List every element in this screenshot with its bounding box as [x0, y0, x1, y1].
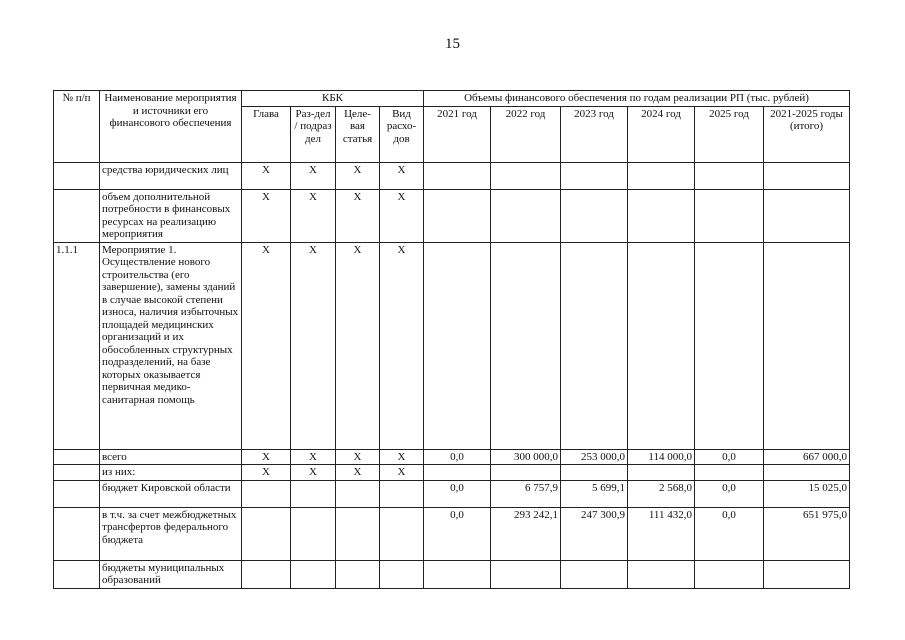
- table-row: [54, 507, 850, 560]
- row-value: 0,0: [695, 507, 764, 560]
- row-kbk: X: [242, 449, 291, 465]
- row-name: объем дополнительной потребности в финансовых ресурсах на реализацию мероприятия: [100, 189, 242, 242]
- row-kbk: X: [242, 465, 291, 481]
- row-kbk: X: [291, 189, 336, 242]
- row-kbk: X: [291, 465, 336, 481]
- row-value: [764, 162, 850, 189]
- row-value: 2 568,0: [628, 480, 695, 507]
- row-kbk: [242, 480, 291, 507]
- row-value: 247 300,9: [561, 507, 628, 560]
- row-name: бюджет Кировской области: [100, 480, 242, 507]
- row-kbk: [380, 560, 424, 588]
- row-num: [54, 480, 100, 507]
- row-num: [54, 162, 100, 189]
- row-kbk: [380, 507, 424, 560]
- row-num: [54, 465, 100, 481]
- row-value: [424, 560, 491, 588]
- row-kbk: [380, 480, 424, 507]
- row-kbk: X: [336, 465, 380, 481]
- row-value: [424, 162, 491, 189]
- row-value: [764, 242, 850, 449]
- header-kbk-statya: Целе-вая статья: [336, 106, 380, 162]
- row-kbk: X: [242, 242, 291, 449]
- row-kbk: X: [380, 242, 424, 449]
- row-value: 0,0: [424, 480, 491, 507]
- row-kbk: X: [291, 242, 336, 449]
- row-value: 15 025,0: [764, 480, 850, 507]
- row-value: 0,0: [424, 507, 491, 560]
- page-number: 15: [445, 36, 460, 52]
- row-value: [628, 242, 695, 449]
- row-value: [628, 465, 695, 481]
- row-value: [628, 560, 695, 588]
- row-value: [764, 465, 850, 481]
- row-value: [491, 560, 561, 588]
- header-year-2023: 2023 год: [561, 106, 628, 162]
- row-value: 667 000,0: [764, 449, 850, 465]
- row-value: 651 975,0: [764, 507, 850, 560]
- header-year-2024: 2024 год: [628, 106, 695, 162]
- row-value: [424, 465, 491, 481]
- header-kbk-vid: Вид расхо-дов: [380, 106, 424, 162]
- row-value: [628, 189, 695, 242]
- header-year-2021: 2021 год: [424, 106, 491, 162]
- header-num: № п/п: [54, 91, 100, 163]
- row-num: [54, 449, 100, 465]
- row-kbk: X: [291, 162, 336, 189]
- row-kbk: X: [380, 449, 424, 465]
- row-kbk: [291, 480, 336, 507]
- header-kbk: КБК: [242, 91, 424, 107]
- header-year-2022: 2022 год: [491, 106, 561, 162]
- row-name: бюджеты муниципальных образований: [100, 560, 242, 588]
- row-name: средства юридических лиц: [100, 162, 242, 189]
- row-value: [764, 560, 850, 588]
- row-value: [695, 162, 764, 189]
- row-kbk: [291, 560, 336, 588]
- row-kbk: X: [291, 449, 336, 465]
- row-value: [561, 560, 628, 588]
- row-kbk: [336, 507, 380, 560]
- row-value: [561, 189, 628, 242]
- row-value: 0,0: [424, 449, 491, 465]
- row-value: [764, 189, 850, 242]
- table-row: [54, 189, 850, 242]
- row-value: [628, 162, 695, 189]
- row-name: из них:: [100, 465, 242, 481]
- row-value: [695, 560, 764, 588]
- row-kbk: [291, 507, 336, 560]
- table-row: [54, 449, 850, 465]
- row-value: 6 757,9: [491, 480, 561, 507]
- table-row: [54, 480, 850, 507]
- row-name: Мероприятие 1. Осуществление нового строительства (его завершение), замены зданий в случае высокой степени износа, наличия избыточных площадей медицинских организаций и их обособленных структурных подразделений, на базе которых оказывается первичная медико-санитарная помощь: [100, 242, 242, 449]
- row-value: 111 432,0: [628, 507, 695, 560]
- row-kbk: X: [380, 465, 424, 481]
- row-value: [424, 242, 491, 449]
- row-value: [695, 242, 764, 449]
- row-value: 0,0: [695, 480, 764, 507]
- row-value: 0,0: [695, 449, 764, 465]
- row-kbk: X: [380, 189, 424, 242]
- row-value: [695, 465, 764, 481]
- row-kbk: X: [336, 189, 380, 242]
- row-num: [54, 507, 100, 560]
- header-year-total: 2021-2025 годы (итого): [764, 106, 850, 162]
- row-value: [561, 465, 628, 481]
- row-kbk: X: [242, 189, 291, 242]
- row-value: [491, 162, 561, 189]
- table-row: [54, 162, 850, 189]
- row-num: [54, 189, 100, 242]
- header-volumes: Объемы финансового обеспечения по годам реализации РП (тыс. рублей): [424, 91, 850, 107]
- row-kbk: [242, 507, 291, 560]
- row-value: 114 000,0: [628, 449, 695, 465]
- row-num: [54, 560, 100, 588]
- row-kbk: [336, 560, 380, 588]
- header-kbk-razdel: Раз-дел / подраз дел: [291, 106, 336, 162]
- row-value: 253 000,0: [561, 449, 628, 465]
- row-value: [491, 465, 561, 481]
- row-kbk: X: [336, 162, 380, 189]
- row-kbk: X: [380, 162, 424, 189]
- row-value: [561, 242, 628, 449]
- row-value: [491, 189, 561, 242]
- row-kbk: [242, 560, 291, 588]
- row-value: [424, 189, 491, 242]
- row-kbk: [336, 480, 380, 507]
- row-kbk: X: [336, 449, 380, 465]
- row-value: [561, 162, 628, 189]
- table-row: [54, 242, 850, 449]
- row-kbk: X: [242, 162, 291, 189]
- row-value: 5 699,1: [561, 480, 628, 507]
- row-value: [491, 242, 561, 449]
- financing-table: [53, 90, 850, 589]
- header-kbk-glava: Глава: [242, 106, 291, 162]
- row-num: 1.1.1: [54, 242, 100, 449]
- table-row: [54, 560, 850, 588]
- header-name: Наименование мероприятия и источники его финансового обеспечения: [100, 91, 242, 163]
- header-year-2025: 2025 год: [695, 106, 764, 162]
- row-kbk: X: [336, 242, 380, 449]
- table-row: [54, 465, 850, 481]
- header-row-1: [54, 91, 850, 107]
- row-value: [695, 189, 764, 242]
- row-value: 300 000,0: [491, 449, 561, 465]
- row-value: 293 242,1: [491, 507, 561, 560]
- row-name: всего: [100, 449, 242, 465]
- row-name: в т.ч. за счет межбюджетных трансфертов федерального бюджета: [100, 507, 242, 560]
